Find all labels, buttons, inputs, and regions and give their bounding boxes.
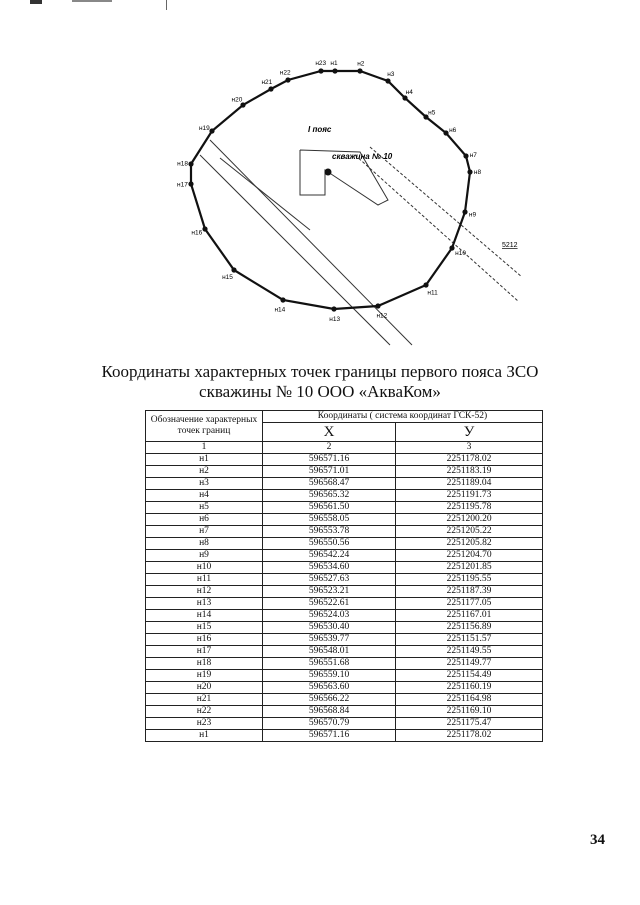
x-coordinate-cell: 596534.60 [263,562,396,574]
x-coordinate-cell: 596550.56 [263,538,396,550]
table-row [146,718,543,730]
header-designation: Обозначение характерных точек границ [146,411,263,442]
y-coordinate-cell: 2251183.19 [396,466,543,478]
point-name-cell: н23 [146,718,263,730]
x-coordinate-cell: 596522.61 [263,598,396,610]
y-coordinate-cell: 2251178.02 [396,454,543,466]
y-coordinate-cell: 2251201.85 [396,562,543,574]
boundary-point-label: н2 [357,60,365,68]
boundary-point-marker [462,209,467,214]
boundary-point-label: н3 [387,71,395,79]
boundary-point-marker [357,68,362,73]
road-line [200,155,390,345]
boundary-point-label: н10 [455,249,466,257]
boundary-points [177,60,482,323]
point-name-cell: н1 [146,454,263,466]
point-name-cell: н21 [146,694,263,706]
boundary-point-label: н15 [222,273,233,281]
point-name-cell: н5 [146,502,263,514]
y-coordinate-cell: 2251195.78 [396,502,543,514]
y-coordinate-cell: 2251205.82 [396,538,543,550]
column-number: 1 [146,442,263,454]
point-name-cell: н11 [146,574,263,586]
boundary-point-marker [449,245,454,250]
column-number: 2 [263,442,396,454]
y-coordinate-cell: 2251195.55 [396,574,543,586]
table-row [146,670,543,682]
boundary-point-label: н4 [405,89,413,97]
y-coordinate-cell: 2251175.47 [396,718,543,730]
table-row [146,598,543,610]
table-row [146,622,543,634]
table-row [146,550,543,562]
table-row [146,466,543,478]
y-coordinate-cell: 2251169.10 [396,706,543,718]
boundary-point-label: н19 [198,124,210,132]
y-coordinate-cell: 2251164.98 [396,694,543,706]
x-coordinate-cell: 596571.01 [263,466,396,478]
table-row [146,634,543,646]
y-coordinate-cell: 2251149.55 [396,646,543,658]
y-coordinate-cell: 2251160.19 [396,682,543,694]
boundary-point-label: н1 [330,60,338,68]
boundary-point-marker [209,128,214,133]
road-line [220,158,310,230]
boundary-point-marker [318,68,323,73]
x-coordinate-cell: 596548.01 [263,646,396,658]
x-coordinate-cell: 596551.68 [263,658,396,670]
point-name-cell: н14 [146,610,263,622]
table-row [146,610,543,622]
point-name-cell: н22 [146,706,263,718]
column-number: 3 [396,442,543,454]
boundary-point-marker [231,267,236,272]
boundary-point-marker [423,282,428,287]
header-x: X [263,423,396,442]
boundary-point-label: н20 [231,96,243,104]
y-coordinate-cell: 2251167.01 [396,610,543,622]
point-name-cell: н18 [146,658,263,670]
boundary-point-label: н22 [279,69,291,77]
x-coordinate-cell: 596571.16 [263,730,396,742]
point-name-cell: н10 [146,562,263,574]
point-name-cell: н4 [146,490,263,502]
point-name-cell: н17 [146,646,263,658]
boundary-point-label: н16 [191,229,203,237]
boundary-point-label: н8 [473,168,482,176]
boundary-point-label: н21 [261,79,273,87]
boundary-point-marker [463,153,468,158]
zone-boundary-plan [150,55,550,355]
point-name-cell: н7 [146,526,263,538]
x-coordinate-cell: 596571.16 [263,454,396,466]
y-coordinate-cell: 2251204.70 [396,550,543,562]
point-name-cell: н9 [146,550,263,562]
point-name-cell: н13 [146,598,263,610]
x-coordinate-cell: 596566.22 [263,694,396,706]
table-title-line2: скважины № 10 ООО «АкваКом» [199,382,441,401]
point-name-cell: н16 [146,634,263,646]
boundary-point-label: н12 [376,312,388,320]
table-row [146,730,543,742]
x-coordinate-cell: 596563.60 [263,682,396,694]
point-name-cell: н8 [146,538,263,550]
table-row [146,646,543,658]
y-coordinate-cell: 2251187.39 [396,586,543,598]
table-row [146,502,543,514]
table-row [146,658,543,670]
boundary-point-label: н18 [177,160,188,168]
boundary-point-marker [188,181,193,186]
x-coordinate-cell: 596530.40 [263,622,396,634]
boundary-point-marker [375,303,380,308]
coordinates-table [145,410,543,742]
x-coordinate-cell: 596561.50 [263,502,396,514]
x-coordinate-cell: 596565.32 [263,490,396,502]
table-row [146,586,543,598]
table-row [146,706,543,718]
point-name-cell: н2 [146,466,263,478]
x-coordinate-cell: 596559.10 [263,670,396,682]
boundary-point-marker [385,78,390,83]
y-coordinate-cell: 2251178.02 [396,730,543,742]
point-name-cell: н3 [146,478,263,490]
boundary-point-marker [188,161,193,166]
scan-artifact [72,0,112,2]
boundary-point-label: н9 [468,211,477,219]
boundary-point-label: н13 [329,315,341,323]
header-coordinates: Координаты ( система координат ГСК-52) [263,411,543,423]
y-coordinate-cell: 2251191.73 [396,490,543,502]
table-row [146,514,543,526]
point-name-cell: н12 [146,586,263,598]
x-coordinate-cell: 596568.47 [263,478,396,490]
x-coordinate-cell: 596570.79 [263,718,396,730]
y-coordinate-cell: 2251189.04 [396,478,543,490]
boundary-point-label: н17 [177,181,188,189]
boundary-point-marker [268,86,273,91]
boundary-point-marker [402,95,407,100]
point-name-cell: н20 [146,682,263,694]
y-coordinate-cell: 2251177.05 [396,598,543,610]
y-coordinate-cell: 2251151.57 [396,634,543,646]
scan-artifact [166,0,167,10]
boundary-point-marker [285,77,290,82]
page-number: 34 [590,832,605,848]
boundary-point-marker [280,297,285,302]
table-row [146,562,543,574]
zone-label: I пояс [308,125,332,134]
well-label: скважина № 10 [332,152,393,161]
table-row [146,526,543,538]
table-row [146,478,543,490]
table-row [146,454,543,466]
x-coordinate-cell: 596539.77 [263,634,396,646]
scale-label: 5212 [502,242,518,249]
table-row [146,574,543,586]
boundary-point-label: н6 [449,127,457,135]
point-name-cell: н1 [146,730,263,742]
x-coordinate-cell: 596568.84 [263,706,396,718]
header-y: У [396,423,543,442]
table-row [146,538,543,550]
boundary-point-label: н7 [469,151,477,159]
x-coordinate-cell: 596527.63 [263,574,396,586]
point-name-cell: н15 [146,622,263,634]
boundary-point-label: н5 [428,109,436,117]
well-marker [325,169,332,176]
point-name-cell: н19 [146,670,263,682]
boundary-point-label: н14 [274,306,286,314]
boundary-point-label: н23 [315,60,327,68]
y-coordinate-cell: 2251149.77 [396,658,543,670]
x-coordinate-cell: 596553.78 [263,526,396,538]
point-name-cell: н6 [146,514,263,526]
x-coordinate-cell: 596524.03 [263,610,396,622]
x-coordinate-cell: 596558.05 [263,514,396,526]
y-coordinate-cell: 2251156.89 [396,622,543,634]
boundary-point-marker [467,169,472,174]
scan-artifact [30,0,42,4]
y-coordinate-cell: 2251200.20 [396,514,543,526]
boundary-point-marker [443,130,448,135]
boundary-point-label: н11 [427,289,438,297]
x-coordinate-cell: 596523.21 [263,586,396,598]
table-body [146,454,543,742]
table-row [146,682,543,694]
table-row [146,694,543,706]
table-title-line1: Координаты характерных точек границы первого пояса ЗСО [101,362,539,381]
y-coordinate-cell: 2251154.49 [396,670,543,682]
table-row [146,490,543,502]
boundary-point-marker [332,68,337,73]
road-line [355,155,518,301]
x-coordinate-cell: 596542.24 [263,550,396,562]
y-coordinate-cell: 2251205.22 [396,526,543,538]
boundary-point-marker [331,306,336,311]
boundary-point-marker [202,226,207,231]
